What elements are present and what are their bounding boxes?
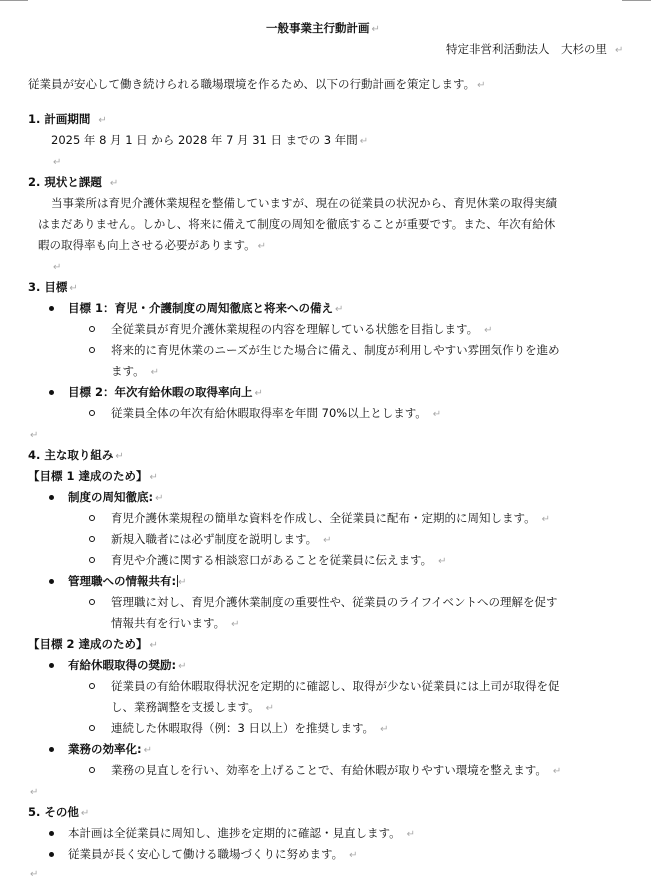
paragraph-mark: ↵ <box>432 409 442 420</box>
doc-organization[interactable] <box>446 42 623 58</box>
doc-title[interactable] <box>266 21 380 37</box>
initiative-item-text: 情報共有を行います。 <box>111 616 226 630</box>
section-1-heading[interactable] <box>28 112 107 128</box>
circle-bullet-icon <box>89 326 95 332</box>
paragraph-mark: ↵ <box>115 451 124 462</box>
paragraph-mark: ↵ <box>98 115 107 126</box>
paragraph-mark: ↵ <box>53 157 62 168</box>
paragraph-mark: ↵ <box>349 850 358 861</box>
section-5-heading-text: 5. その他 <box>28 805 79 819</box>
paragraph-mark: ↵ <box>359 136 369 147</box>
initiative-title-text: 有給休暇取得の奨励: <box>68 658 177 672</box>
bullet-icon <box>49 306 54 311</box>
paragraph-mark: ↵ <box>30 430 39 441</box>
group-label-text: 【目標 2 達成のため】 <box>28 637 148 651</box>
intro-text: 従業員が安心して働き続けられる職場環境を作るため、以下の行動計画を策定します。 <box>28 77 476 91</box>
period-text: 2025 年 8 月 1 日 から 2028 年 7 月 31 日 までの 3 年間 <box>51 133 358 147</box>
paragraph-mark: ↵ <box>109 178 119 189</box>
section-3-heading[interactable] <box>28 280 78 296</box>
paragraph-mark: ↵ <box>380 724 389 735</box>
paragraph-mark: ↵ <box>150 367 159 378</box>
goal-1-item-text: ます。 <box>111 364 145 378</box>
circle-bullet-icon <box>89 515 95 521</box>
paragraph-mark: ↵ <box>155 493 164 504</box>
circle-bullet-icon <box>89 599 95 605</box>
initiative-item-text: 育児や介護に関する相談窓口があることを従業員に伝えます。 <box>111 553 433 567</box>
other-item-text: 従業員が長く安心して働ける職場づくりに努めます。 <box>68 847 344 861</box>
paragraph-mark: ↵ <box>541 514 550 525</box>
paragraph-mark: ↵ <box>438 556 447 567</box>
bullet-icon <box>49 831 54 836</box>
initiative-title-text: 業務の効率化: <box>68 742 142 756</box>
empty-line <box>51 154 61 170</box>
initiative-item-text: 従業員の有給休暇取得状況を定期的に確認し、取得が少ない従業員には上司が取得を促 <box>111 679 560 693</box>
goal-2-group-label[interactable] <box>28 637 158 653</box>
initiative-item-text: 育児介護休業規程の簡単な資料を作成し、全従業員に配布・定期的に周知します。 <box>111 511 536 525</box>
goal-1-item-text: 将来的に育児休業のニーズが生じた場合に備え、制度が利用しやすい雰囲気作りを進め <box>111 343 560 357</box>
bullet-icon <box>49 852 54 857</box>
initiative-item-continued[interactable] <box>111 616 239 632</box>
paragraph-mark: ↵ <box>254 388 263 399</box>
initiative-title[interactable] <box>68 658 187 674</box>
paragraph-mark: ↵ <box>30 787 39 798</box>
circle-bullet-icon <box>89 725 95 731</box>
paragraph-mark: ↵ <box>30 869 39 880</box>
goal-1-group-label[interactable] <box>28 469 158 485</box>
bullet-icon <box>49 663 54 668</box>
goal-1-title-text: 目標 1：育児・介護制度の周知徹底と将来への備え <box>68 301 334 315</box>
paragraph-mark: ↵ <box>257 241 266 252</box>
circle-bullet-icon <box>89 536 95 542</box>
section-2-line-text: 暇の取得率も向上させる必要があります。 <box>38 238 256 252</box>
initiative-title-text: 管理職への情報共有: <box>68 574 177 588</box>
section-1-heading-text: 1. 計画期間 <box>28 112 91 126</box>
paragraph-mark: ↵ <box>335 304 344 315</box>
circle-bullet-icon <box>89 683 95 689</box>
empty-line <box>51 259 61 275</box>
circle-bullet-icon <box>89 347 95 353</box>
initiative-item[interactable] <box>111 679 560 693</box>
doc-title-text: 一般事業主行動計画 <box>266 21 370 35</box>
paragraph-mark: ↵ <box>323 535 332 546</box>
paragraph-mark: ↵ <box>231 619 240 630</box>
initiative-item-text: 新規入職者には必ず制度を説明します。 <box>111 532 318 546</box>
circle-bullet-icon <box>89 557 95 563</box>
initiative-title[interactable] <box>68 742 152 758</box>
goal-2-item[interactable] <box>111 406 441 422</box>
paragraph-mark: ↵ <box>149 472 158 483</box>
section-2-line[interactable] <box>51 196 557 210</box>
group-label-text: 【目標 1 達成のため】 <box>28 469 148 483</box>
empty-line <box>28 427 38 443</box>
section-2-line[interactable] <box>38 217 555 231</box>
initiative-item[interactable] <box>111 553 446 569</box>
initiative-item-text: 管理職に対し、育児介護休業制度の重要性や、従業員のライフイベントへの理解を促す <box>111 595 558 609</box>
paragraph-mark: ↵ <box>178 661 187 672</box>
section-2-line[interactable] <box>38 238 266 254</box>
bullet-icon <box>49 390 54 395</box>
initiative-item[interactable] <box>111 532 331 548</box>
page-edge-left <box>0 0 28 1</box>
goal-2-item-text: 従業員全体の年次有給休暇取得率を年間 70%以上とします。 <box>111 406 427 420</box>
initiative-item[interactable] <box>111 595 558 609</box>
paragraph-mark: ↵ <box>552 766 562 777</box>
paragraph-mark: ↵ <box>615 45 624 56</box>
page-edge-right <box>622 0 651 1</box>
section-2-line-text: はまだありません。しかし、将来に備えて制度の周知を徹底することが重要です。また、年次有給休 <box>38 217 556 231</box>
initiative-item-text: 連続した休暇取得（例：3 日以上）を推奨します。 <box>111 721 375 735</box>
bullet-icon <box>49 747 54 752</box>
paragraph-mark: ↵ <box>484 325 493 336</box>
initiative-title-text: 制度の周知徹底: <box>68 490 154 504</box>
intro-paragraph[interactable] <box>28 77 486 93</box>
initiative-title[interactable] <box>68 490 164 506</box>
paragraph-mark: ↵ <box>53 262 62 273</box>
paragraph-mark: ↵ <box>80 808 90 819</box>
section-1-period[interactable] <box>51 133 368 149</box>
paragraph-mark: ↵ <box>477 80 486 91</box>
initiative-item[interactable] <box>111 721 388 737</box>
section-2-heading[interactable] <box>28 175 118 191</box>
section-2-line-text: 当事業所は育児介護休業規程を整備していますが、現在の従業員の状況から、育児休業の取得実績 <box>51 196 557 210</box>
initiative-title[interactable] <box>68 574 187 590</box>
bullet-icon <box>49 579 54 584</box>
section-4-heading-text: 4. 主な取り組み <box>28 448 114 462</box>
empty-line <box>28 784 38 800</box>
paragraph-mark: ↵ <box>69 283 78 294</box>
paragraph-mark: ↵ <box>406 829 415 840</box>
empty-line <box>28 866 38 882</box>
goal-2-title[interactable] <box>68 385 263 401</box>
other-item[interactable] <box>68 826 415 842</box>
section-3-heading-text: 3. 目標 <box>28 280 68 294</box>
paragraph-mark: ↵ <box>149 640 158 651</box>
section-4-heading[interactable] <box>28 448 124 464</box>
circle-bullet-icon <box>89 410 95 416</box>
goal-1-title[interactable] <box>68 301 343 317</box>
other-item-text: 本計画は全従業員に周知し、進捗を定期的に確認・見直します。 <box>68 826 401 840</box>
initiative-item-text: し、業務調整を支援します。 <box>111 700 260 714</box>
goal-1-item-continued[interactable] <box>111 364 159 380</box>
goal-1-item[interactable] <box>111 322 492 338</box>
paragraph-mark: ↵ <box>143 745 152 756</box>
goal-2-title-text: 目標 2：年次有給休暇の取得率向上 <box>68 385 253 399</box>
section-5-heading[interactable] <box>28 805 89 821</box>
goal-1-item[interactable] <box>111 343 560 357</box>
section-2-heading-text: 2. 現状と課題 <box>28 175 102 189</box>
paragraph-mark: ↵ <box>178 577 187 588</box>
initiative-item-text: 業務の見直しを行い、効率を上げることで、有給休暇が取りやすい環境を整えます。 <box>111 763 547 777</box>
initiative-item-continued[interactable] <box>111 700 274 716</box>
paragraph-mark: ↵ <box>371 24 380 35</box>
paragraph-mark: ↵ <box>265 703 274 714</box>
other-item[interactable] <box>68 847 357 863</box>
goal-1-item-text: 全従業員が育児介護休業規程の内容を理解している状態を目指します。 <box>111 322 479 336</box>
organization-text: 特定非営利活動法人 大杉の里 <box>446 42 607 56</box>
initiative-item[interactable] <box>111 763 561 779</box>
initiative-item[interactable] <box>111 511 550 527</box>
circle-bullet-icon <box>89 767 95 773</box>
bullet-icon <box>49 495 54 500</box>
